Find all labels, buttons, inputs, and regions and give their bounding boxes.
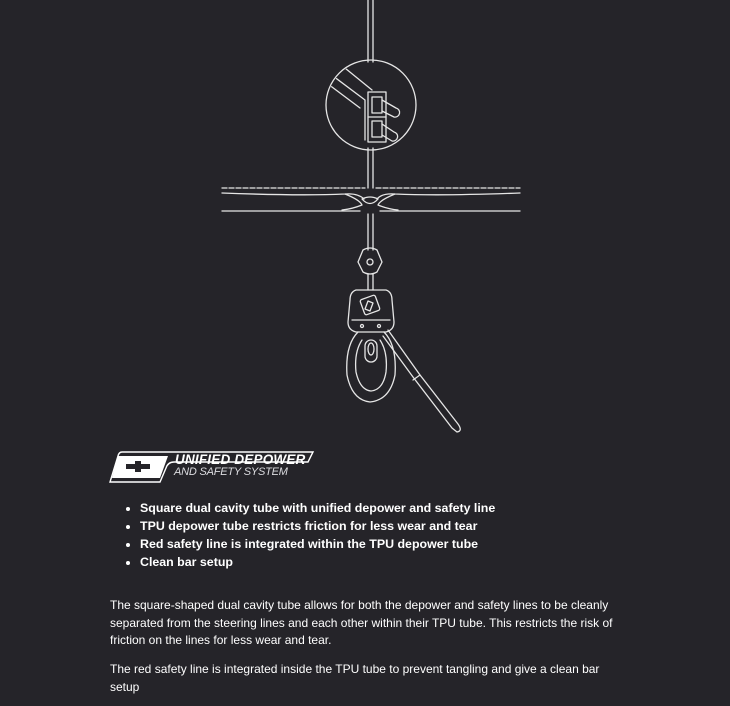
unified-depower-badge xyxy=(108,448,318,486)
feature-item: • Clean bar setup xyxy=(140,553,495,571)
feature-item: • Red safety line is integrated within the TPU depower tube xyxy=(140,535,495,553)
feature-item: • TPU depower tube restricts friction for less wear and tear xyxy=(140,517,495,535)
feature-list xyxy=(127,499,495,571)
description-paragraph: The square-shaped dual cavity tube allows for both the depower and safety lines to be cleanly separated from the steering lines and each other within their TPU tube. This restricts the risk of friction on the lines for less wear and tear. xyxy=(110,598,613,647)
feature-item: • Square dual cavity tube with unified depower and safety line xyxy=(140,499,495,517)
description-paragraph: The red safety line is integrated inside the TPU tube to prevent tangling and give a clean bar setup xyxy=(110,662,600,694)
badge-subtitle: AND SAFETY SYSTEM xyxy=(174,466,288,478)
leading-edge-lines xyxy=(222,188,520,211)
badge-title: UNIFIED DEPOWER xyxy=(175,452,306,467)
swivel xyxy=(358,248,382,290)
tube-cross-section-detail xyxy=(325,60,416,150)
depower-unit xyxy=(347,290,461,432)
